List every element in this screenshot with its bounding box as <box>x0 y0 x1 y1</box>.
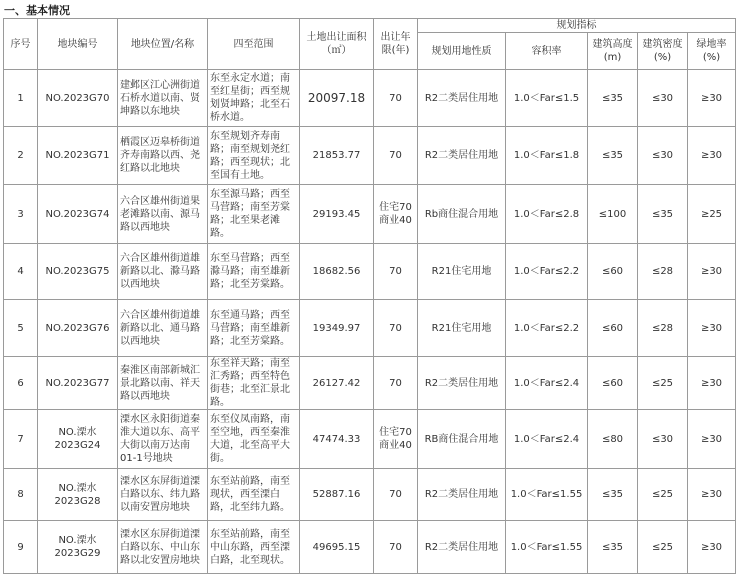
building-density: ≤30 <box>638 70 688 127</box>
green-ratio: ≥30 <box>688 300 736 357</box>
table-row <box>4 469 736 521</box>
land-use: Rb商住混合用地 <box>418 185 506 244</box>
parcel-code: NO.2023G75 <box>38 244 118 300</box>
header-area: 土地出让面积（㎡） <box>300 19 374 70</box>
lease-term: 住宅70 商业40 <box>374 185 418 244</box>
table-row <box>4 410 736 469</box>
parcel-code: NO.2023G71 <box>38 127 118 185</box>
row-number: 4 <box>4 244 38 300</box>
parcel-code: NO.溧水2023G29 <box>38 521 118 574</box>
row-number: 6 <box>4 357 38 410</box>
header-location: 地块位置/名称 <box>118 19 208 70</box>
parcel-code: NO.2023G77 <box>38 357 118 410</box>
green-ratio: ≥30 <box>688 469 736 521</box>
green-ratio: ≥30 <box>688 127 736 185</box>
parcel-location: 溧水区东屏街道溧白路以东、纬九路以南安置房地块 <box>118 469 208 521</box>
header-no: 序号 <box>4 19 38 70</box>
parcel-location: 溧水区永阳街道秦淮大道以东、高平大街以南万达南01-1号地块 <box>118 410 208 469</box>
lease-term: 70 <box>374 357 418 410</box>
table-row <box>4 185 736 244</box>
lease-term: 70 <box>374 469 418 521</box>
lease-term: 70 <box>374 300 418 357</box>
building-density: ≤25 <box>638 521 688 574</box>
table-row <box>4 521 736 574</box>
land-area: 20097.18 <box>300 70 374 127</box>
building-height: ≤100 <box>588 185 638 244</box>
parcel-boundary: 东至永定水道；南至红星街；西至规划贤坤路；北至石桥水道。 <box>208 70 300 127</box>
lease-term: 70 <box>374 521 418 574</box>
section-title: 一、基本情况 <box>4 4 70 17</box>
parcel-boundary: 东至祥天路；南至汇秀路；西至特色街巷；北至汇景北路。 <box>208 357 300 410</box>
building-height: ≤80 <box>588 410 638 469</box>
parcel-location: 六合区雄州街道雄新路以北、滁马路以西地块 <box>118 244 208 300</box>
header-use: 规划用地性质 <box>418 33 506 70</box>
floor-area-ratio: 1.0＜Far≤2.4 <box>506 357 588 410</box>
land-use: R21住宅用地 <box>418 244 506 300</box>
building-height: ≤35 <box>588 70 638 127</box>
land-area: 29193.45 <box>300 185 374 244</box>
parcel-location: 秦淮区南部新城汇景北路以南、祥天路以西地块 <box>118 357 208 410</box>
header-boundary: 四至范围 <box>208 19 300 70</box>
header-height: 建筑高度(m) <box>588 33 638 70</box>
building-density: ≤25 <box>638 469 688 521</box>
floor-area-ratio: 1.0＜Far≤2.8 <box>506 185 588 244</box>
land-use: R2二类居住用地 <box>418 357 506 410</box>
parcel-code: NO.溧水2023G24 <box>38 410 118 469</box>
header-term: 出让年限(年) <box>374 19 418 70</box>
header-green: 绿地率(%) <box>688 33 736 70</box>
lease-term: 住宅70 商业40 <box>374 410 418 469</box>
green-ratio: ≥30 <box>688 244 736 300</box>
green-ratio: ≥30 <box>688 410 736 469</box>
parcel-code: NO.溧水2023G28 <box>38 469 118 521</box>
parcel-boundary: 东至站前路，南至中山东路，西至溧白路，北至现状。 <box>208 521 300 574</box>
land-area: 18682.56 <box>300 244 374 300</box>
parcel-boundary: 东至源马路；西至马营路；南至芳棠路；北至果老滩路。 <box>208 185 300 244</box>
land-area: 49695.15 <box>300 521 374 574</box>
header-density: 建筑密度(%) <box>638 33 688 70</box>
floor-area-ratio: 1.0＜Far≤1.5 <box>506 70 588 127</box>
parcel-location: 六合区雄州街道果老滩路以南、源马路以西地块 <box>118 185 208 244</box>
table-row <box>4 300 736 357</box>
row-number: 3 <box>4 185 38 244</box>
floor-area-ratio: 1.0＜Far≤1.55 <box>506 469 588 521</box>
land-use: R2二类居住用地 <box>418 70 506 127</box>
building-density: ≤28 <box>638 300 688 357</box>
land-area: 47474.33 <box>300 410 374 469</box>
building-density: ≤35 <box>638 185 688 244</box>
table-row <box>4 357 736 410</box>
land-use: R21住宅用地 <box>418 300 506 357</box>
row-number: 5 <box>4 300 38 357</box>
parcel-location: 溧水区东屏街道溧白路以东、中山东路以北安置房地块 <box>118 521 208 574</box>
building-density: ≤30 <box>638 410 688 469</box>
land-use: R2二类居住用地 <box>418 469 506 521</box>
row-number: 9 <box>4 521 38 574</box>
table-row <box>4 244 736 300</box>
land-area: 21853.77 <box>300 127 374 185</box>
header-code: 地块编号 <box>38 19 118 70</box>
parcel-boundary: 东至仪凤南路，南至空地，西至秦淮大道，北至高平大街。 <box>208 410 300 469</box>
lease-term: 70 <box>374 70 418 127</box>
building-height: ≤35 <box>588 521 638 574</box>
building-density: ≤30 <box>638 127 688 185</box>
land-area: 26127.42 <box>300 357 374 410</box>
green-ratio: ≥30 <box>688 357 736 410</box>
parcel-location: 六合区雄州街道雄新路以北、通马路以西地块 <box>118 300 208 357</box>
building-height: ≤60 <box>588 244 638 300</box>
header-planning: 规划指标 <box>418 19 736 33</box>
floor-area-ratio: 1.0＜Far≤1.55 <box>506 521 588 574</box>
row-number: 7 <box>4 410 38 469</box>
land-info-table <box>3 18 736 574</box>
land-use: RB商住混合用地 <box>418 410 506 469</box>
lease-term: 70 <box>374 244 418 300</box>
floor-area-ratio: 1.0＜Far≤2.4 <box>506 410 588 469</box>
parcel-code: NO.2023G76 <box>38 300 118 357</box>
land-area: 19349.97 <box>300 300 374 357</box>
building-density: ≤25 <box>638 357 688 410</box>
floor-area-ratio: 1.0＜Far≤2.2 <box>506 244 588 300</box>
building-height: ≤35 <box>588 127 638 185</box>
row-number: 1 <box>4 70 38 127</box>
building-height: ≤60 <box>588 300 638 357</box>
green-ratio: ≥25 <box>688 185 736 244</box>
row-number: 2 <box>4 127 38 185</box>
building-density: ≤28 <box>638 244 688 300</box>
parcel-code: NO.2023G70 <box>38 70 118 127</box>
building-height: ≤60 <box>588 357 638 410</box>
parcel-boundary: 东至马营路；西至滁马路；南至雄新路；北至芳棠路。 <box>208 244 300 300</box>
land-use: R2二类居住用地 <box>418 521 506 574</box>
row-number: 8 <box>4 469 38 521</box>
table-row <box>4 70 736 127</box>
parcel-code: NO.2023G74 <box>38 185 118 244</box>
floor-area-ratio: 1.0＜Far≤1.8 <box>506 127 588 185</box>
land-area: 52887.16 <box>300 469 374 521</box>
header-far: 容积率 <box>506 33 588 70</box>
parcel-location: 建邺区江心洲街道石桥水道以南、贤坤路以东地块 <box>118 70 208 127</box>
table-body <box>4 70 736 574</box>
parcel-boundary: 东至站前路，南至现状，西至溧白路，北至纬九路。 <box>208 469 300 521</box>
parcel-location: 栖霞区迈皋桥街道齐寿南路以西、尧红路以北地块 <box>118 127 208 185</box>
green-ratio: ≥30 <box>688 521 736 574</box>
parcel-boundary: 东至规划齐寿南路；南至规划尧红路；西至现状；北至国有土地。 <box>208 127 300 185</box>
land-use: R2二类居住用地 <box>418 127 506 185</box>
building-height: ≤35 <box>588 469 638 521</box>
green-ratio: ≥30 <box>688 70 736 127</box>
table-row <box>4 127 736 185</box>
parcel-boundary: 东至通马路；西至马营路；南至雄新路；北至芳棠路。 <box>208 300 300 357</box>
floor-area-ratio: 1.0＜Far≤2.2 <box>506 300 588 357</box>
lease-term: 70 <box>374 127 418 185</box>
